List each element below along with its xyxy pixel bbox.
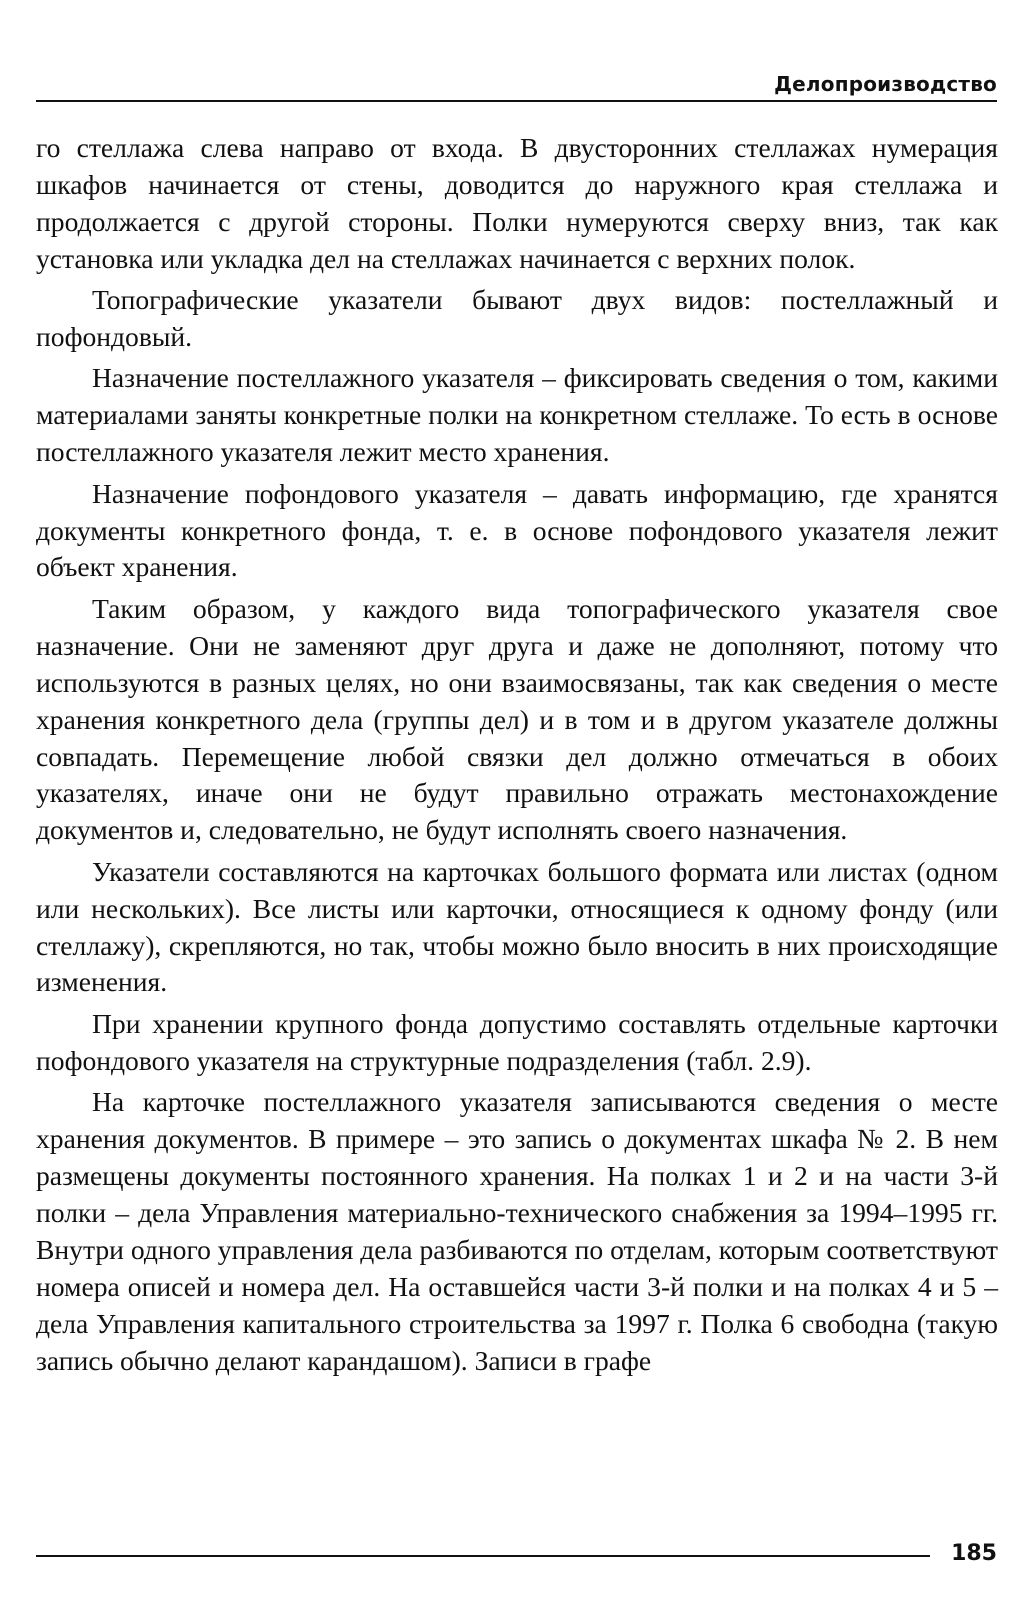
paragraph: На карточке постеллажного указателя записываются сведения о месте хранения документов. В примере – это запись о документах шкафа № 2. В нем размещены документы постоянного хранения. На полках 1 и 2 и на части 3-й полки – дела Управления материально-технического снабжения за 1994–1995 гг. Внутри одного управления дела разбиваются по отделам, которым соответствуют номера описей и номера дел. На оставшейся части 3-й полки и на полках 4 и 5 – дела Управления капитального строительства за 1997 г. Полка 6 свободна (такую запись обычно делают карандашом). Записи в графе — [36, 1086, 998, 1376]
paragraph: Указатели составляются на карточках большого формата или листах (одном или нескольких). Все листы или карточки, относящиеся к одному фонду (или стеллажу), скрепляются, но так, чтобы можно было вносить в них происходящие изменения. — [36, 855, 998, 998]
paragraph: Назначение постеллажного указателя – фиксировать сведения о том, какими материалами заняты конкретные полки на конкретном стеллаже. То есть в основе постеллажного указателя лежит место хранения. — [36, 362, 998, 468]
body-text — [36, 130, 998, 1384]
footer-rule — [36, 1555, 930, 1557]
header-rule — [36, 100, 997, 102]
running-header: Делопроизводство — [774, 72, 997, 96]
paragraph: Топографические указатели бывают двух видов: постеллажный и пофондовый. — [36, 284, 998, 353]
paragraph: Назначение пофондового указателя – давать информацию, где хранятся документы конкретного фонда, т. е. в основе пофондового указателя лежит объект хранения. — [36, 477, 998, 583]
paragraph: При хранении крупного фонда допустимо составлять отдельные карточки пофондового указателя на структурные подразделения (табл. 2.9). — [36, 1007, 998, 1076]
page-number: 185 — [951, 1541, 997, 1566]
paragraph-continuation: го стеллажа слева направо от входа. В двусторонних стеллажах нумерация шкафов начинается от стены, доводится до наружного края стеллажа и продолжается с другой стороны. Полки нумеруются сверху вниз, так как установка или укладка дел на стеллажах начинается с верхних полок. — [36, 132, 998, 274]
paragraph: Таким образом, у каждого вида топографического указателя свое назначение. Они не заменяют друг друга и даже не дополняют, потому что используются в разных целях, но они взаимосвязаны, так как сведения о месте хранения конкретного дела (группы дел) и в том и в другом указателе должны совпадать. Перемещение любой связки дел должно отмечаться в обоих указателях, иначе они не будут правильно отражать местонахождение документов и, следовательно, не будут исполнять своего назначения. — [36, 592, 998, 846]
